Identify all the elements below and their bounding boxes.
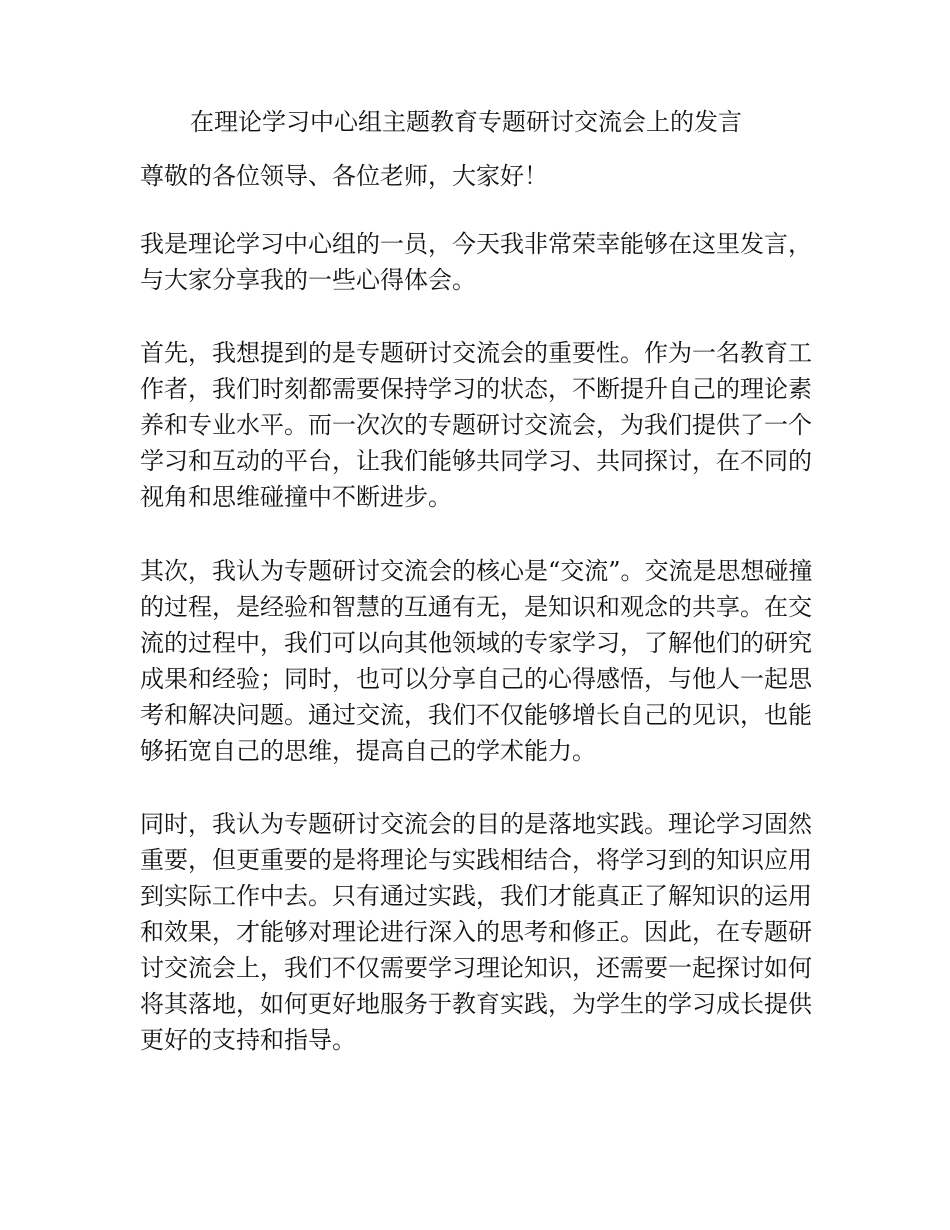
paragraph-importance: 首先，我想提到的是专题研讨交流会的重要性。作为一名教育工作者，我们时刻都需要保持学习的状态，不断提升自己的理论素养和专业水平。而一次次的专题研讨交流会，为我们提供了一个学习和互动的平台，让我们能够共同学习、共同探讨，在不同的视角和思维碰撞中不断进步。 bbox=[140, 339, 812, 511]
paragraph-exchange: 其次，我认为专题研讨交流会的核心是“交流”。交流是思想碰撞的过程，是经验和智慧的互通有无，是知识和观念的共享。在交流的过程中，我们可以向其他领域的专家学习，了解他们的研究成果和经验；同时，也可以分享自己的心得感悟，与他人一起思考和解决问题。通过交流，我们不仅能够增长自己的见识，也能够拓宽自己的思维，提高自己的学术能力。 bbox=[140, 557, 813, 765]
greeting-line: 尊敬的各位领导、各位老师，大家好！ bbox=[140, 162, 548, 190]
document-title: 在理论学习中心组主题教育专题研讨交流会上的发言 bbox=[190, 108, 742, 136]
paragraph-practice: 同时，我认为专题研讨交流会的目的是落地实践。理论学习固然重要，但更重要的是将理论与实践相结合，将学习到的知识应用到实际工作中去。只有通过实践，我们才能真正了解知识的运用和效果，才能够对理论进行深入的思考和修正。因此，在专题研讨交流会上，我们不仅需要学习理论知识，还需要一起探讨如何将其落地，如何更好地服务于教育实践，为学生的学习成长提供更好的支持和指导。 bbox=[140, 810, 812, 1054]
paragraph-introduction: 我是理论学习中心组的一员，今天我非常荣幸能够在这里发言，与大家分享我的一些心得体会。 bbox=[140, 230, 812, 294]
